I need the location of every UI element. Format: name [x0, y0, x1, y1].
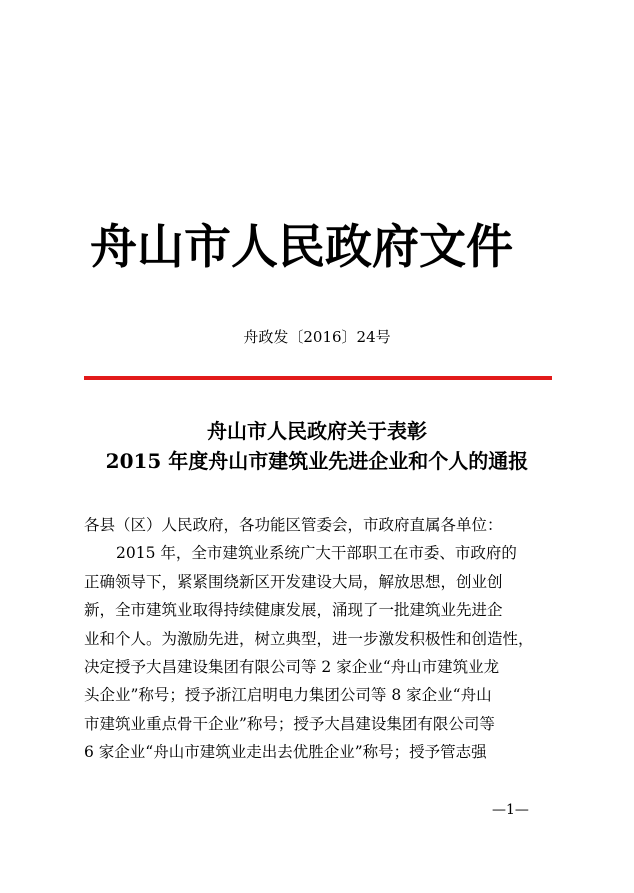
body-line: 决定授予大昌建设集团有限公司等 2 家企业“舟山市建筑业龙: [84, 658, 500, 677]
body-line: 正确领导下，紧紧围绕新区开发建设大局，解放思想，创业创: [84, 572, 503, 591]
notice-title-line-2: 2015 年度舟山市建筑业先进企业和个人的通报: [105, 449, 529, 473]
document-number: 舟政发〔2016〕24号: [243, 328, 391, 346]
notice-title: [0, 416, 634, 476]
body-line: 业和个人。为激励先进，树立典型，进一步激发积极性和创造性，: [84, 629, 534, 648]
notice-body: [84, 511, 556, 767]
red-divider-line: [84, 376, 552, 380]
page-number: —1—: [492, 802, 529, 818]
body-line: 2015 年，全市建筑业系统广大干部职工在市委、市政府的: [116, 544, 517, 563]
document-header-title: 舟山市人民政府文件: [90, 220, 513, 275]
notice-title-line-1: 舟山市人民政府关于表彰: [207, 419, 427, 443]
salutation: 各县（区）人民政府，各功能区管委会，市政府直属各单位：: [84, 516, 503, 534]
body-line: 头企业”称号；授予浙江启明电力集团公司等 8 家企业“舟山: [84, 686, 492, 705]
body-line: 6 家企业“舟山市建筑业走出去优胜企业”称号；授予管志强: [84, 743, 487, 762]
body-line: 市建筑业重点骨干企业”称号；授予大昌建设集团有限公司等: [84, 714, 495, 733]
body-line: 新，全市建筑业取得持续健康发展，涌现了一批建筑业先进企: [84, 601, 503, 620]
